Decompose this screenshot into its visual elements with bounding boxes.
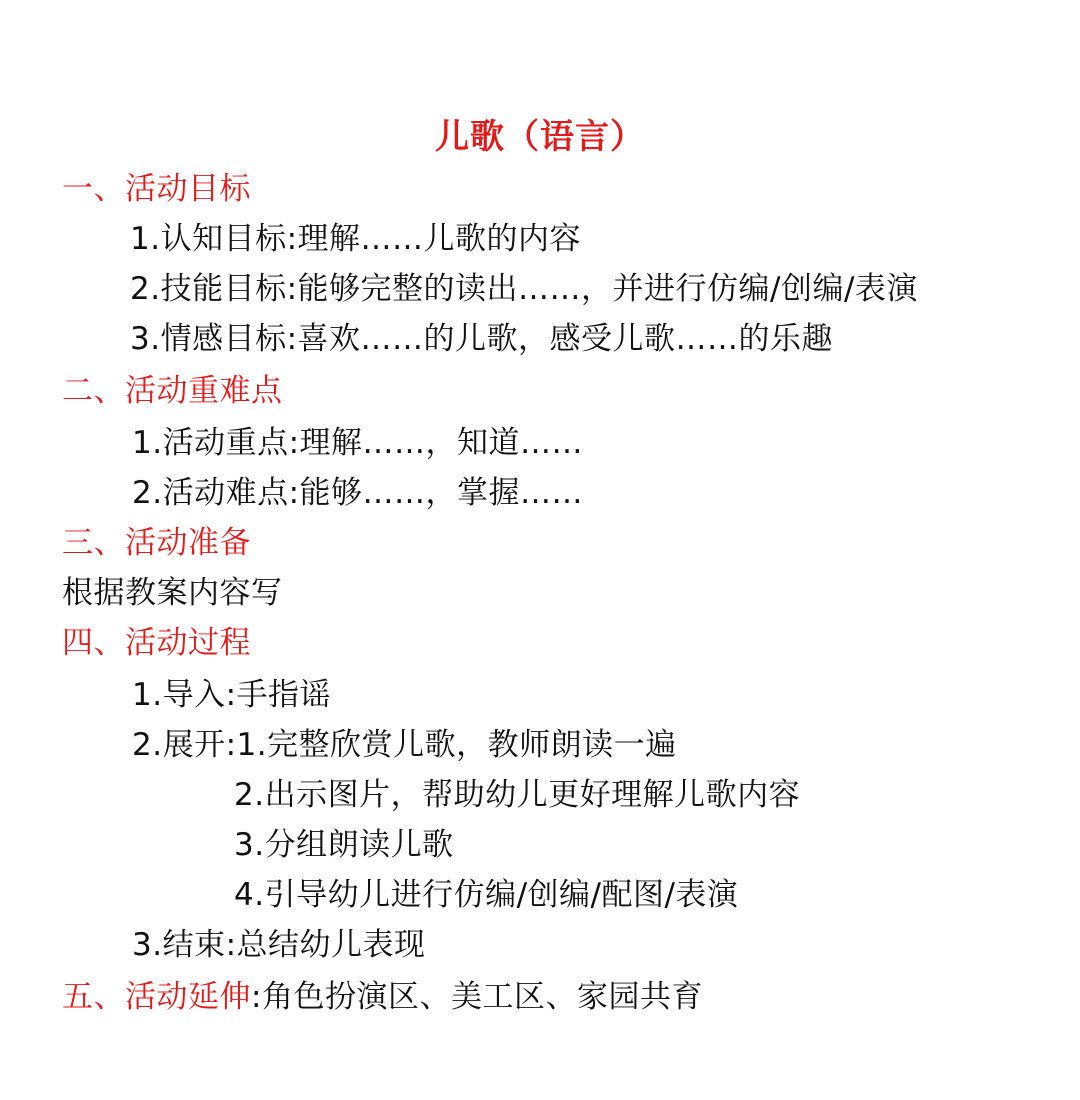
section-heading-key-points: 二、活动重难点 — [62, 373, 283, 409]
section-heading-goals: 一、活动目标 — [62, 171, 251, 207]
extension-line — [62, 974, 703, 1020]
section-heading-preparation: 三、活动准备 — [62, 525, 251, 561]
difficult-point-item: 2.活动难点:能够……，掌握…… — [132, 475, 584, 511]
process-develop-item: 2.展开:1.完整欣赏儿歌，教师朗读一遍 — [132, 727, 677, 763]
process-intro-item: 1.导入:手指谣 — [132, 677, 332, 713]
goal-item-emotion: 3.情感目标:喜欢……的儿歌，感受儿歌……的乐趣 — [130, 321, 834, 357]
goal-item-skill: 2.技能目标:能够完整的读出……，并进行仿编/创编/表演 — [130, 271, 918, 307]
process-end-item: 3.结束:总结幼儿表现 — [132, 927, 426, 963]
section-heading-process: 四、活动过程 — [62, 625, 251, 661]
key-point-item: 1.活动重点:理解……，知道…… — [132, 425, 584, 461]
process-develop-subitem: 4.引导幼儿进行仿编/创编/配图/表演 — [234, 877, 739, 913]
process-develop-subitem: 3.分组朗读儿歌 — [234, 827, 454, 863]
goal-item-cognitive: 1.认知目标:理解……儿歌的内容 — [130, 221, 582, 257]
extension-text: :角色扮演区、美工区、家园共育 — [251, 979, 703, 1015]
preparation-text: 根据教案内容写 — [62, 575, 283, 611]
process-develop-subitem: 2.出示图片，帮助幼儿更好理解儿歌内容 — [234, 777, 801, 813]
document-title: 儿歌（语言） — [435, 117, 645, 157]
section-heading-extension: 五、活动延伸 — [62, 979, 251, 1015]
